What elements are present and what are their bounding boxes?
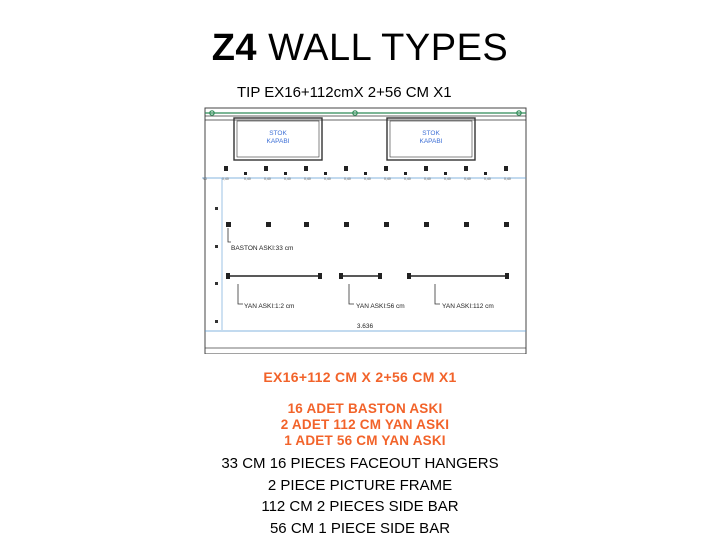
wall-type-code: TIP EX16+112cmX 2+56 CM X1 [237,84,452,101]
svg-text:0,40: 0,40 [424,177,431,181]
svg-text:0,40: 0,40 [484,177,491,181]
svg-text:90: 90 [203,177,207,181]
drawing-frame [205,108,526,354]
english-description [0,453,720,539]
svg-text:0,40: 0,40 [264,177,271,181]
svg-text:0,40: 0,40 [344,177,351,181]
svg-text:0,40: 0,40 [364,177,371,181]
baston-hangers [226,222,509,227]
stock-door-2-label-b: KAPABI [419,138,443,145]
page-title [0,26,720,70]
wall-code-note: EX16+112 CM X 2+56 CM X1 [263,369,457,385]
note-line: 2 ADET 112 CM YAN ASKI [280,417,450,432]
turkish-item-list [260,401,470,449]
description-line: 2 PIECE PICTURE FRAME [267,476,453,494]
svg-text:0,40: 0,40 [384,177,391,181]
description-line: 112 CM 2 PIECES SIDE BAR [261,498,459,515]
baston-label: BASTON ASKI:33 cm [231,245,294,252]
description-line: 56 CM 1 PIECE SIDE BAR [269,519,451,537]
svg-text:0,40: 0,40 [284,177,291,181]
svg-text:0,40: 0,40 [404,177,411,181]
title-text: WALL TYPES [268,27,509,69]
yan-aski-label-3: YAN ASKI:112 cm [442,303,494,310]
stock-door-2-label-a: STOK [422,130,440,137]
svg-text:0,40: 0,40 [504,177,511,181]
note-line: 16 ADET BASTON ASKI [287,401,443,416]
svg-text:0,40: 0,40 [244,177,251,181]
note-line: 1 ADET 56 CM YAN ASKI [284,433,446,448]
hanger-row-top [224,166,508,175]
wall-elevation-drawing [200,102,530,354]
yan-aski-label-2: YAN ASKI:56 cm [356,303,405,310]
title-zone: Z4 [211,27,258,69]
svg-text:0,40: 0,40 [444,177,451,181]
svg-text:0,40: 0,40 [464,177,471,181]
svg-text:0,40: 0,40 [304,177,311,181]
stock-door-1-label-b: KAPABI [266,138,290,145]
description-line: 33 CM 16 PIECES FACEOUT HANGERS [221,455,499,472]
total-width-label: 3.636 [356,323,374,330]
svg-text:0,40: 0,40 [222,177,229,181]
yan-aski-label-1: YAN ASKI:1:2 cm [244,303,295,310]
stock-door-1-label-a: STOK [269,130,287,137]
svg-text:0,40: 0,40 [324,177,331,181]
